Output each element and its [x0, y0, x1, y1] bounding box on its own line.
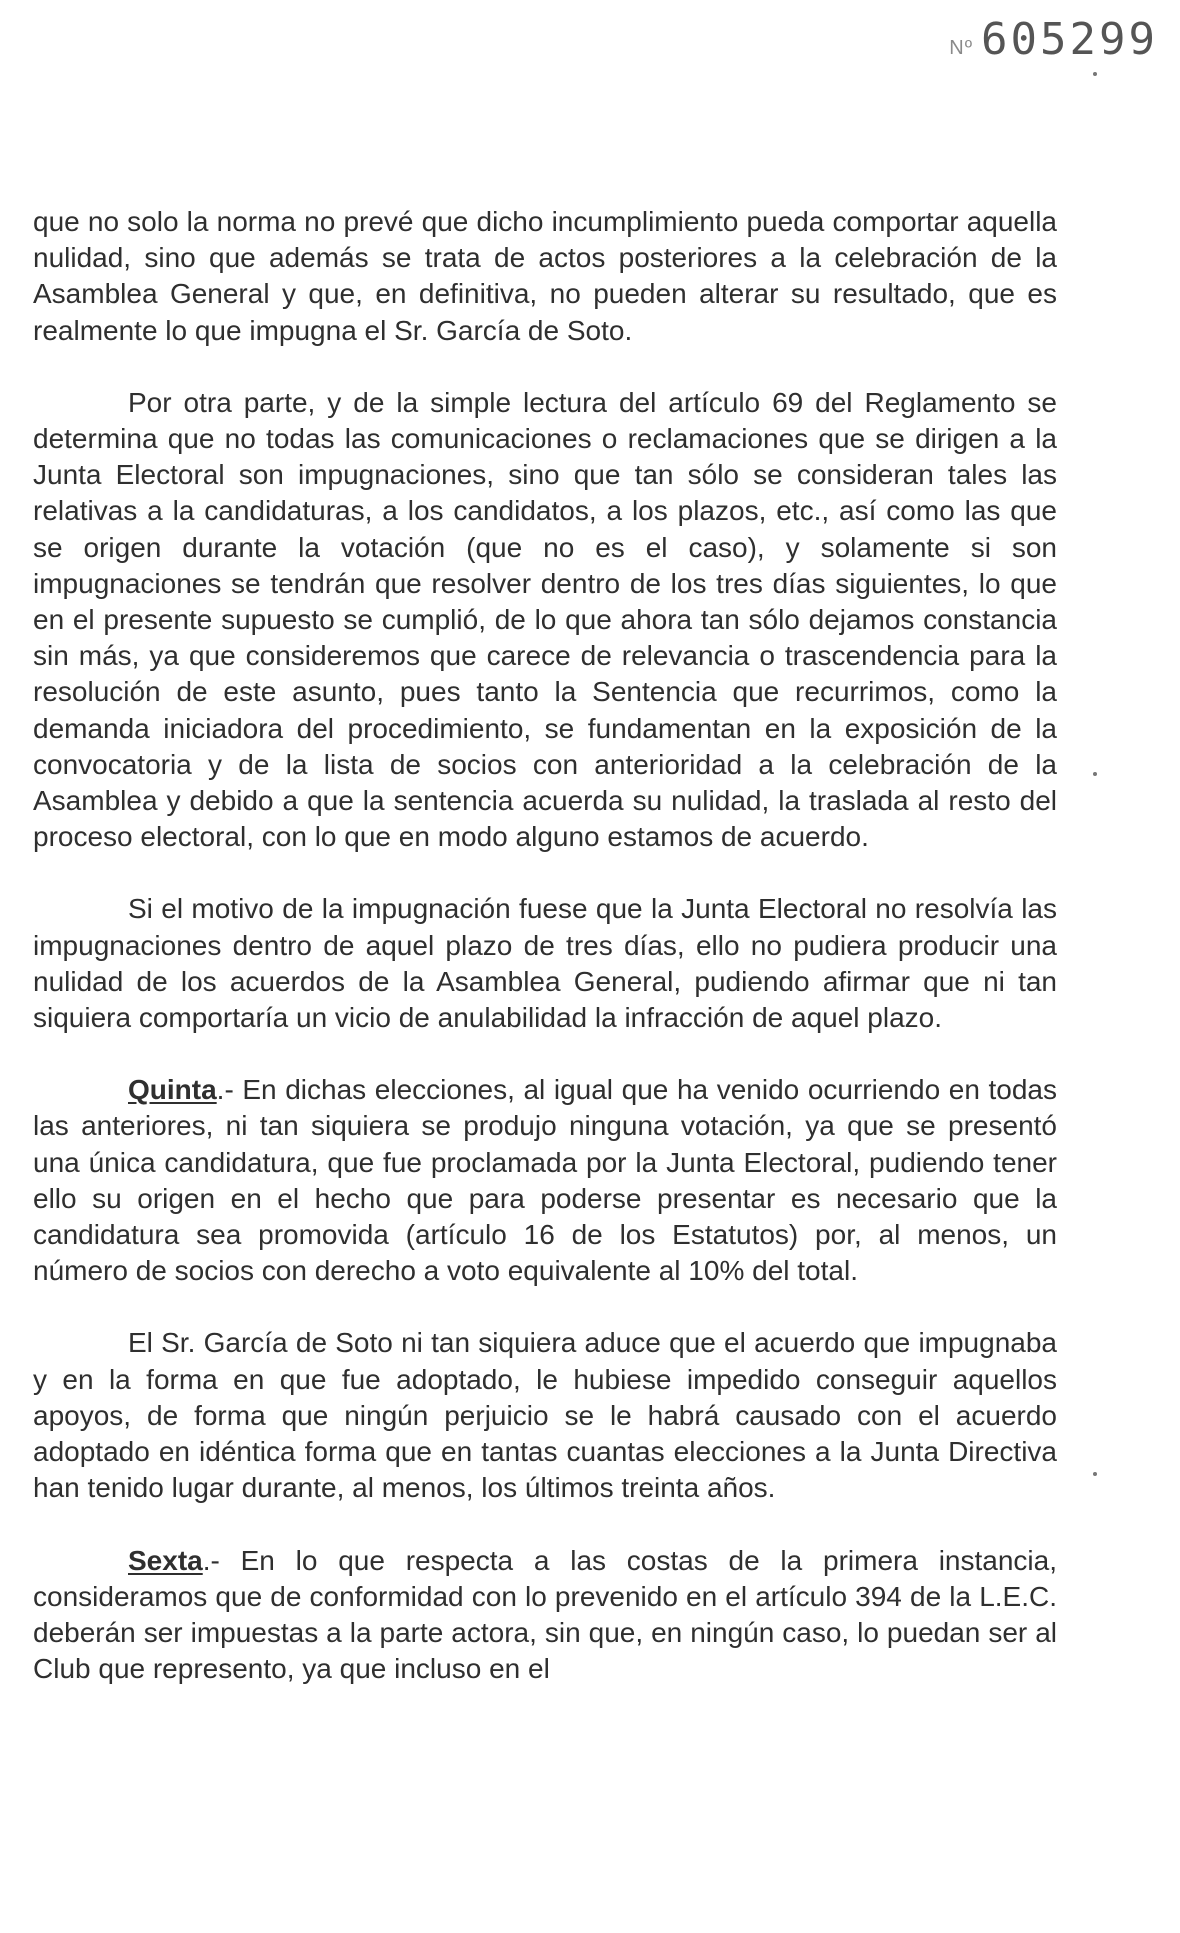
document-number	[949, 14, 1158, 65]
document-body	[33, 204, 1057, 1687]
document-number-value: 605299	[981, 14, 1158, 65]
paragraph-6-sexta	[33, 1543, 1057, 1688]
scan-speck	[1093, 72, 1097, 76]
scan-speck	[1093, 772, 1097, 776]
paragraph-4-quinta	[33, 1072, 1057, 1289]
paragraph-5: El Sr. García de Soto ni tan siquiera aduce que el acuerdo que impugnaba y en la forma en que fue adoptado, le hubiese impedido conseguir aquellos apoyos, de forma que ningún perjuicio se le habrá causado con el acuerdo adoptado en idéntica forma que en tantas cuantas elecciones a la Junta Directiva han tenido lugar durante, al menos, los últimos treinta años.	[33, 1327, 1057, 1504]
section-label-quinta: Quinta	[128, 1074, 217, 1106]
paragraph-2: Por otra parte, y de la simple lectura del artículo 69 del Reglamento se determina que no todas las comunicaciones o reclamaciones que se dirigen a la Junta Electoral son impugnaciones, sino que tan sólo se consideran tales las relativas a la candidaturas, a los candidatos, a los plazos, etc., así como las que se origen durante la votación (que no es el caso), y solamente si son impugnaciones se tendrán que resolver dentro de los tres días siguientes, lo que en el presente supuesto se cumplió, de lo que ahora tan sólo dejamos constancia sin más, ya que consideremos que carece de relevancia o trascendencia para la resolución de este asunto, pues tanto la Sentencia que recurrimos, como la demanda iniciadora del procedimiento, se fundamentan en la exposición de la convocatoria y de la lista de socios con anterioridad a la celebración de la Asamblea y debido a que la sentencia acuerda su nulidad, la traslada al resto del proceso electoral, con lo que en modo alguno estamos de acuerdo.	[33, 386, 1057, 853]
section-label-sexta: Sexta	[128, 1544, 203, 1576]
scan-speck	[1093, 1472, 1097, 1476]
paragraph-4-text: .- En dichas elecciones, al igual que ha venido ocurriendo en todas las anteriores, ni tan siquiera se produjo ninguna votación, ya que se presentó una única candidatura, que fue proclamada por la Junta Electoral, pudiendo tener ello su origen en el hecho que para poderse presentar es necesario que la candidatura sea promovida (artículo 16 de los Estatutos) por, al menos, un número de socios con derecho a voto equivalente al 10% del total.	[33, 1074, 1057, 1287]
paragraph-6-text: .- En lo que respecta a las costas de la primera instancia, consideramos que de conformidad con lo prevenido en el artículo 394 de la L.E.C. deberán ser impuestas a la parte actora, sin que, en ningún caso, lo puedan ser al Club que represento, ya que incluso en el	[33, 1544, 1057, 1685]
paragraph-1: que no solo la norma no prevé que dicho incumplimiento pueda comportar aquella nulidad, sino que además se trata de actos posteriores a la celebración de la Asamblea General y que, en definitiva, no pueden alterar su resultado, que es realmente lo que impugna el Sr. García de Soto.	[33, 206, 1057, 346]
document-number-prefix: Nº	[949, 37, 974, 59]
paragraph-3: Si el motivo de la impugnación fuese que la Junta Electoral no resolvía las impugnaciones dentro de aquel plazo de tres días, ello no pudiera producir una nulidad de los acuerdos de la Asamblea General, pudiendo afirmar que ni tan siquiera comportaría un vicio de anulabilidad la infracción de aquel plazo.	[33, 893, 1057, 1034]
